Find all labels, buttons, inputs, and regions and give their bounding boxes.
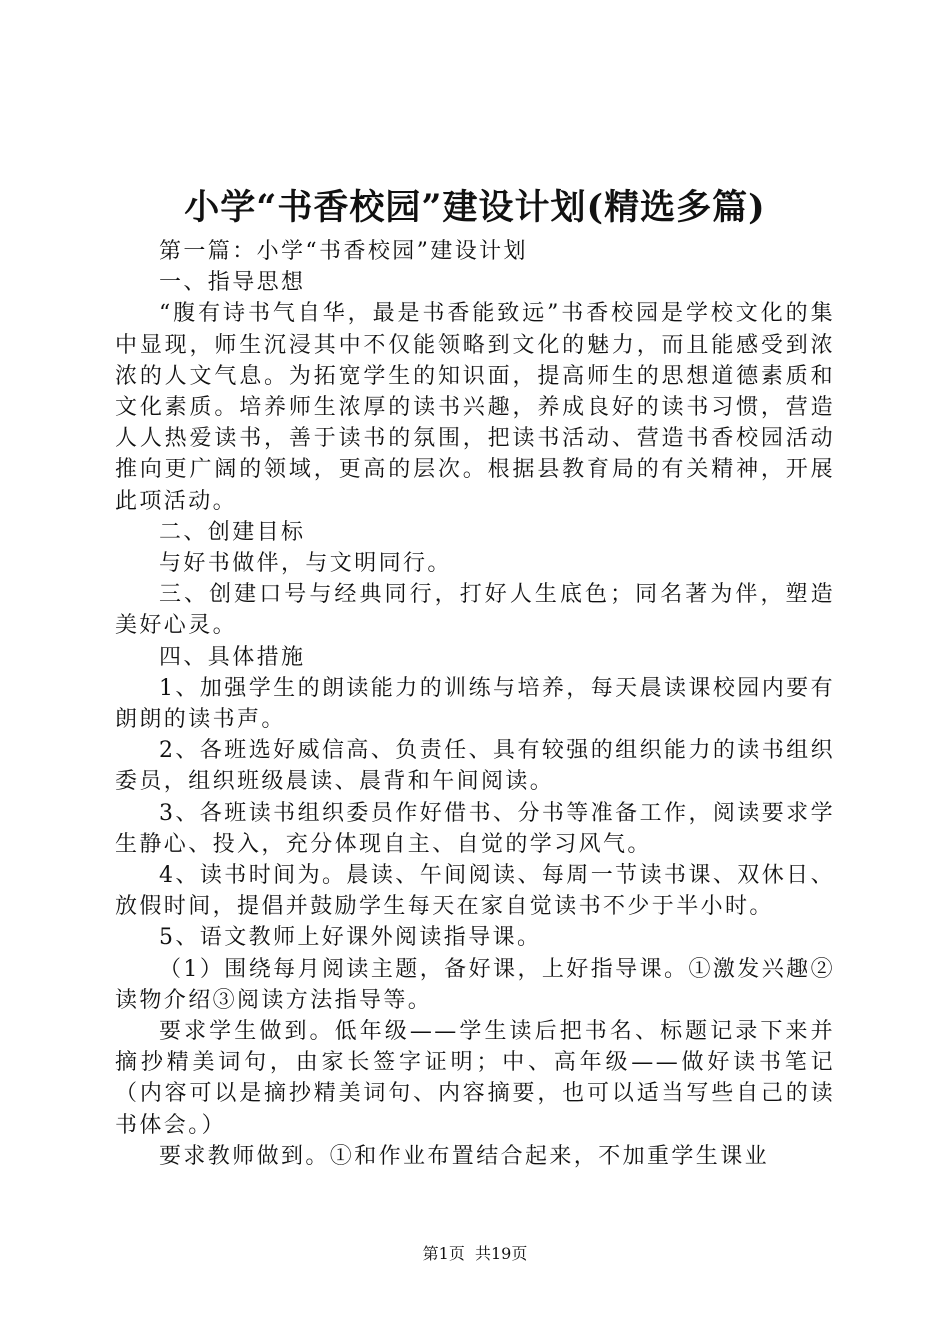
list-item: （1）围绕每月阅读主题，备好课，上好指导课。①激发兴趣②读物介绍③阅读方法指导等。 — [115, 956, 835, 1013]
list-item: 2、各班选好威信高、负责任、具有较强的组织能力的读书组织委员，组织班级晨读、晨背和午间阅读。 — [115, 738, 835, 795]
body-paragraph: “腹有诗书气自华，最是书香能致远”书香校园是学校文化的集中显现，师生沉浸其中不仅能领略到文化的魅力，而且能感受到浓浓的人文气息。为拓宽学生的知识面，提高师生的思想道德素质和文化素质。培养师生浓厚的读书兴趣，养成良好的读书习惯，营造人人热爱读书，善于读书的氛围，把读书活动、营造书香校园活动推向更广阔的领域，更高的层次。根据县教育局的有关精神，开展此项活动。 — [115, 301, 835, 514]
body-paragraph: 要求教师做到。①和作业布置结合起来，不加重学生课业 — [159, 1143, 770, 1169]
page-footer — [0, 1242, 950, 1266]
section-heading: 一、指导思想 — [159, 270, 306, 296]
list-item: 1、加强学生的朗读能力的训练与培养，每天晨读课校园内要有朗朗的读书声。 — [115, 675, 835, 733]
document-body — [115, 236, 835, 1172]
list-item: 4、读书时间为。晨读、午间阅读、每周一节读书课、双休日、放假时间，提倡并鼓励学生每天在家自觉读书不少于半小时。 — [115, 863, 835, 920]
body-paragraph: 与好书做伴，与文明同行。 — [159, 551, 452, 577]
body-paragraph: 三、创建口号与经典同行，打好人生底色；同名著为伴，塑造美好心灵。 — [115, 582, 835, 639]
section-heading: 第一篇：小学“书香校园”建设计划 — [159, 239, 528, 264]
document-title: 小学“书香校园”建设计划(精选多篇) — [184, 187, 766, 228]
section-heading: 四、具体措施 — [159, 644, 306, 670]
list-item: 5、语文教师上好课外阅读指导课。 — [159, 925, 542, 951]
page-number: 第1页 共19页 — [422, 1244, 528, 1263]
body-paragraph: 要求学生做到。低年级——学生读后把书名、标题记录下来并摘抄精美词句，由家长签字证明；中、高年级——做好读书笔记（内容可以是摘抄精美词句、内容摘要，也可以适当写些自己的读书体会。） — [115, 1019, 835, 1138]
section-heading: 二、创建目标 — [159, 519, 306, 545]
list-item: 3、各班读书组织委员作好借书、分书等准备工作，阅读要求学生静心、投入，充分体现自主、自觉的学习风气。 — [115, 800, 835, 857]
